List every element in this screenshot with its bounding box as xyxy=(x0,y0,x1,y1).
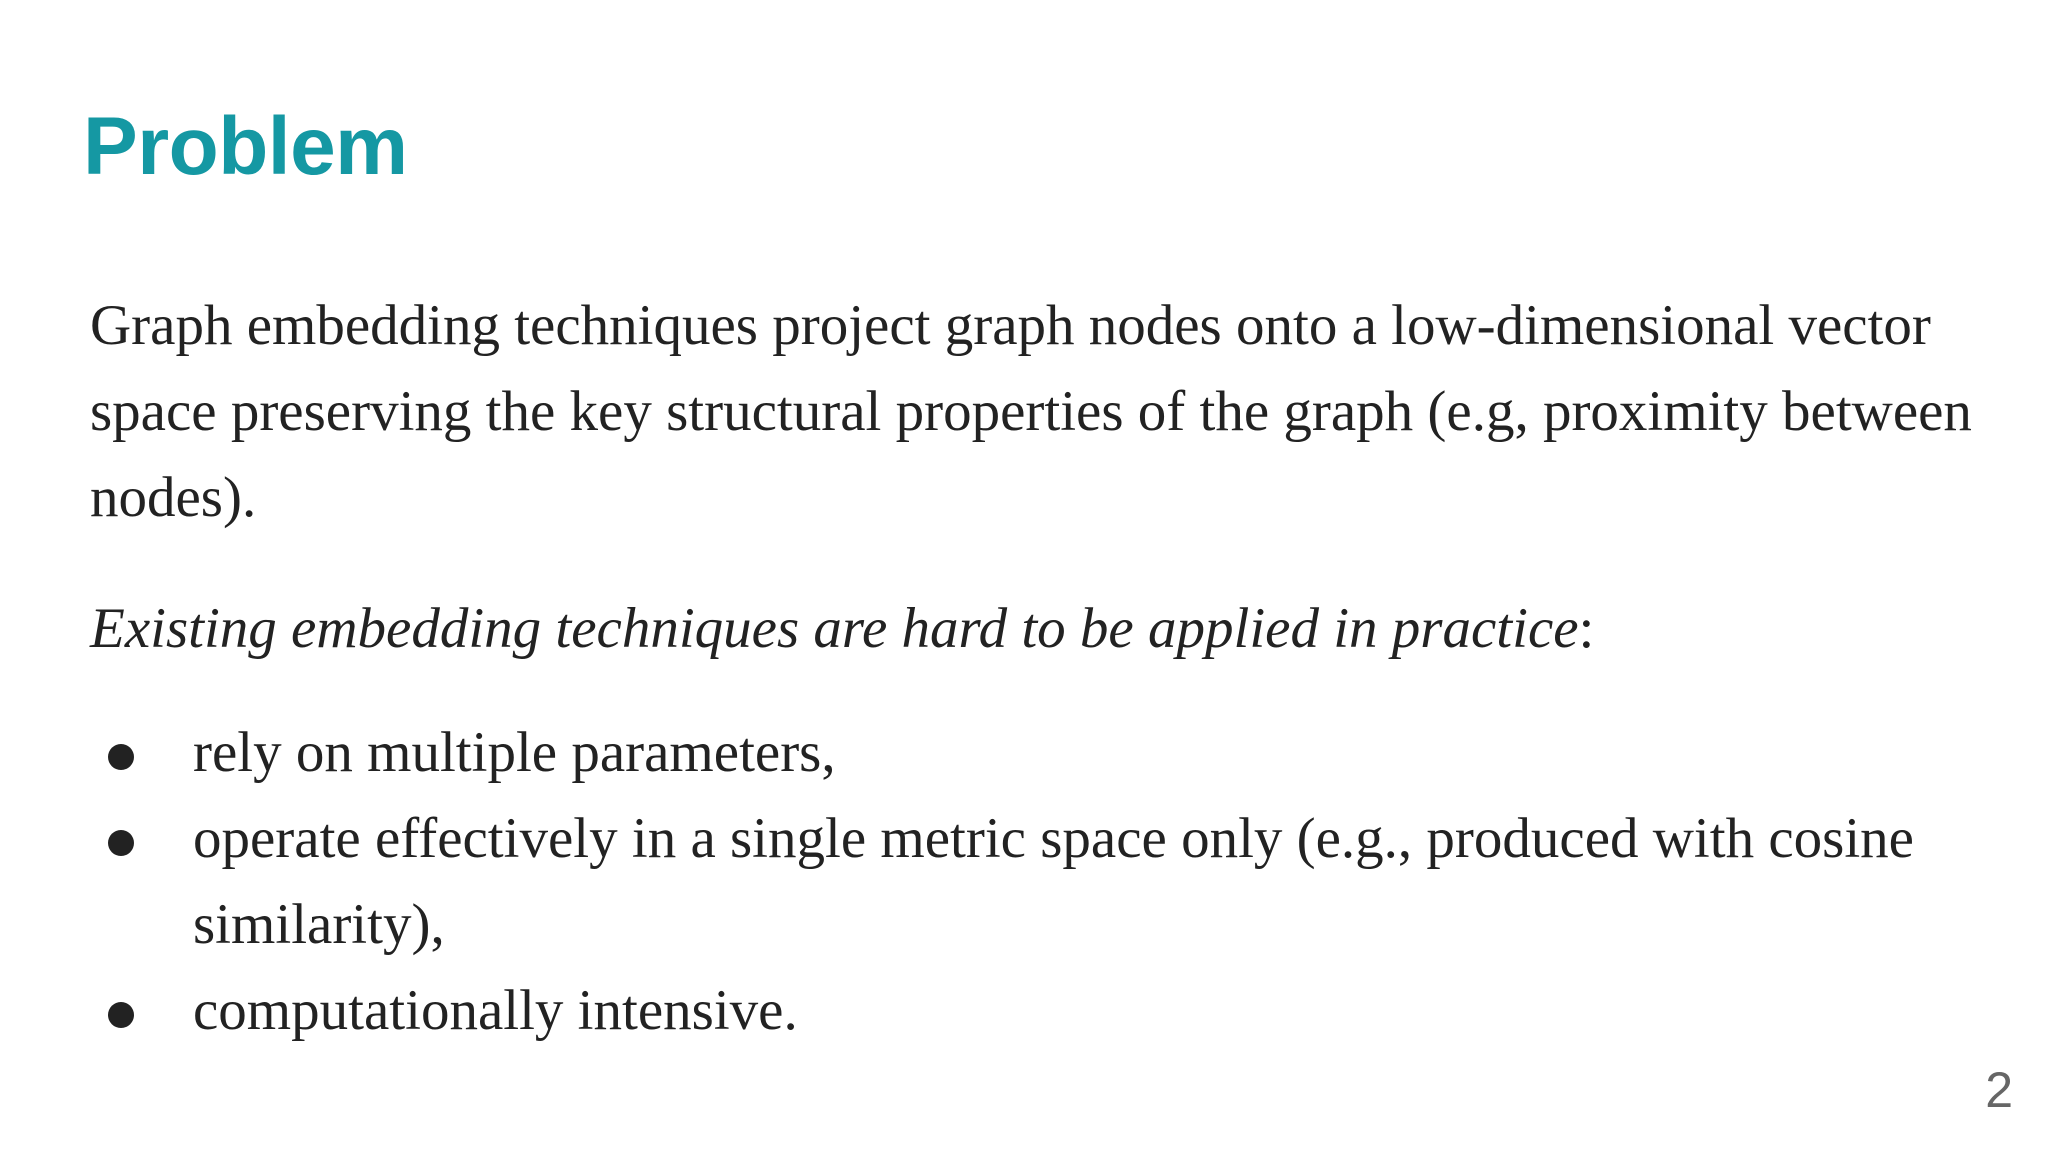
bullet-icon xyxy=(108,744,134,770)
bullet-item xyxy=(90,710,1950,796)
bullet-list xyxy=(90,710,1950,1054)
italic-statement-suffix: : xyxy=(1578,597,1595,660)
bullet-text: computationally intensive. xyxy=(193,979,798,1042)
slide-title: Problem xyxy=(83,101,408,192)
bullet-text: operate effectively in a single metric space only (e.g., produced with cosine similarity), xyxy=(193,807,1914,956)
italic-statement-line xyxy=(90,586,1594,672)
bullet-icon xyxy=(108,830,134,856)
italic-statement: Existing embedding techniques are hard to be applied in practice xyxy=(90,597,1579,660)
intro-paragraph: Graph embedding techniques project graph nodes onto a low-dimensional vector space preserving the key structural properties of the graph (e.g, proximity between nodes). xyxy=(90,294,1972,529)
intro-paragraph-block xyxy=(90,283,1990,541)
bullet-item xyxy=(90,796,1950,968)
bullet-icon xyxy=(108,1002,134,1028)
bullet-text: rely on multiple parameters, xyxy=(193,721,836,784)
page-number: 2 xyxy=(1985,1062,2013,1118)
bullet-item xyxy=(90,968,1950,1054)
